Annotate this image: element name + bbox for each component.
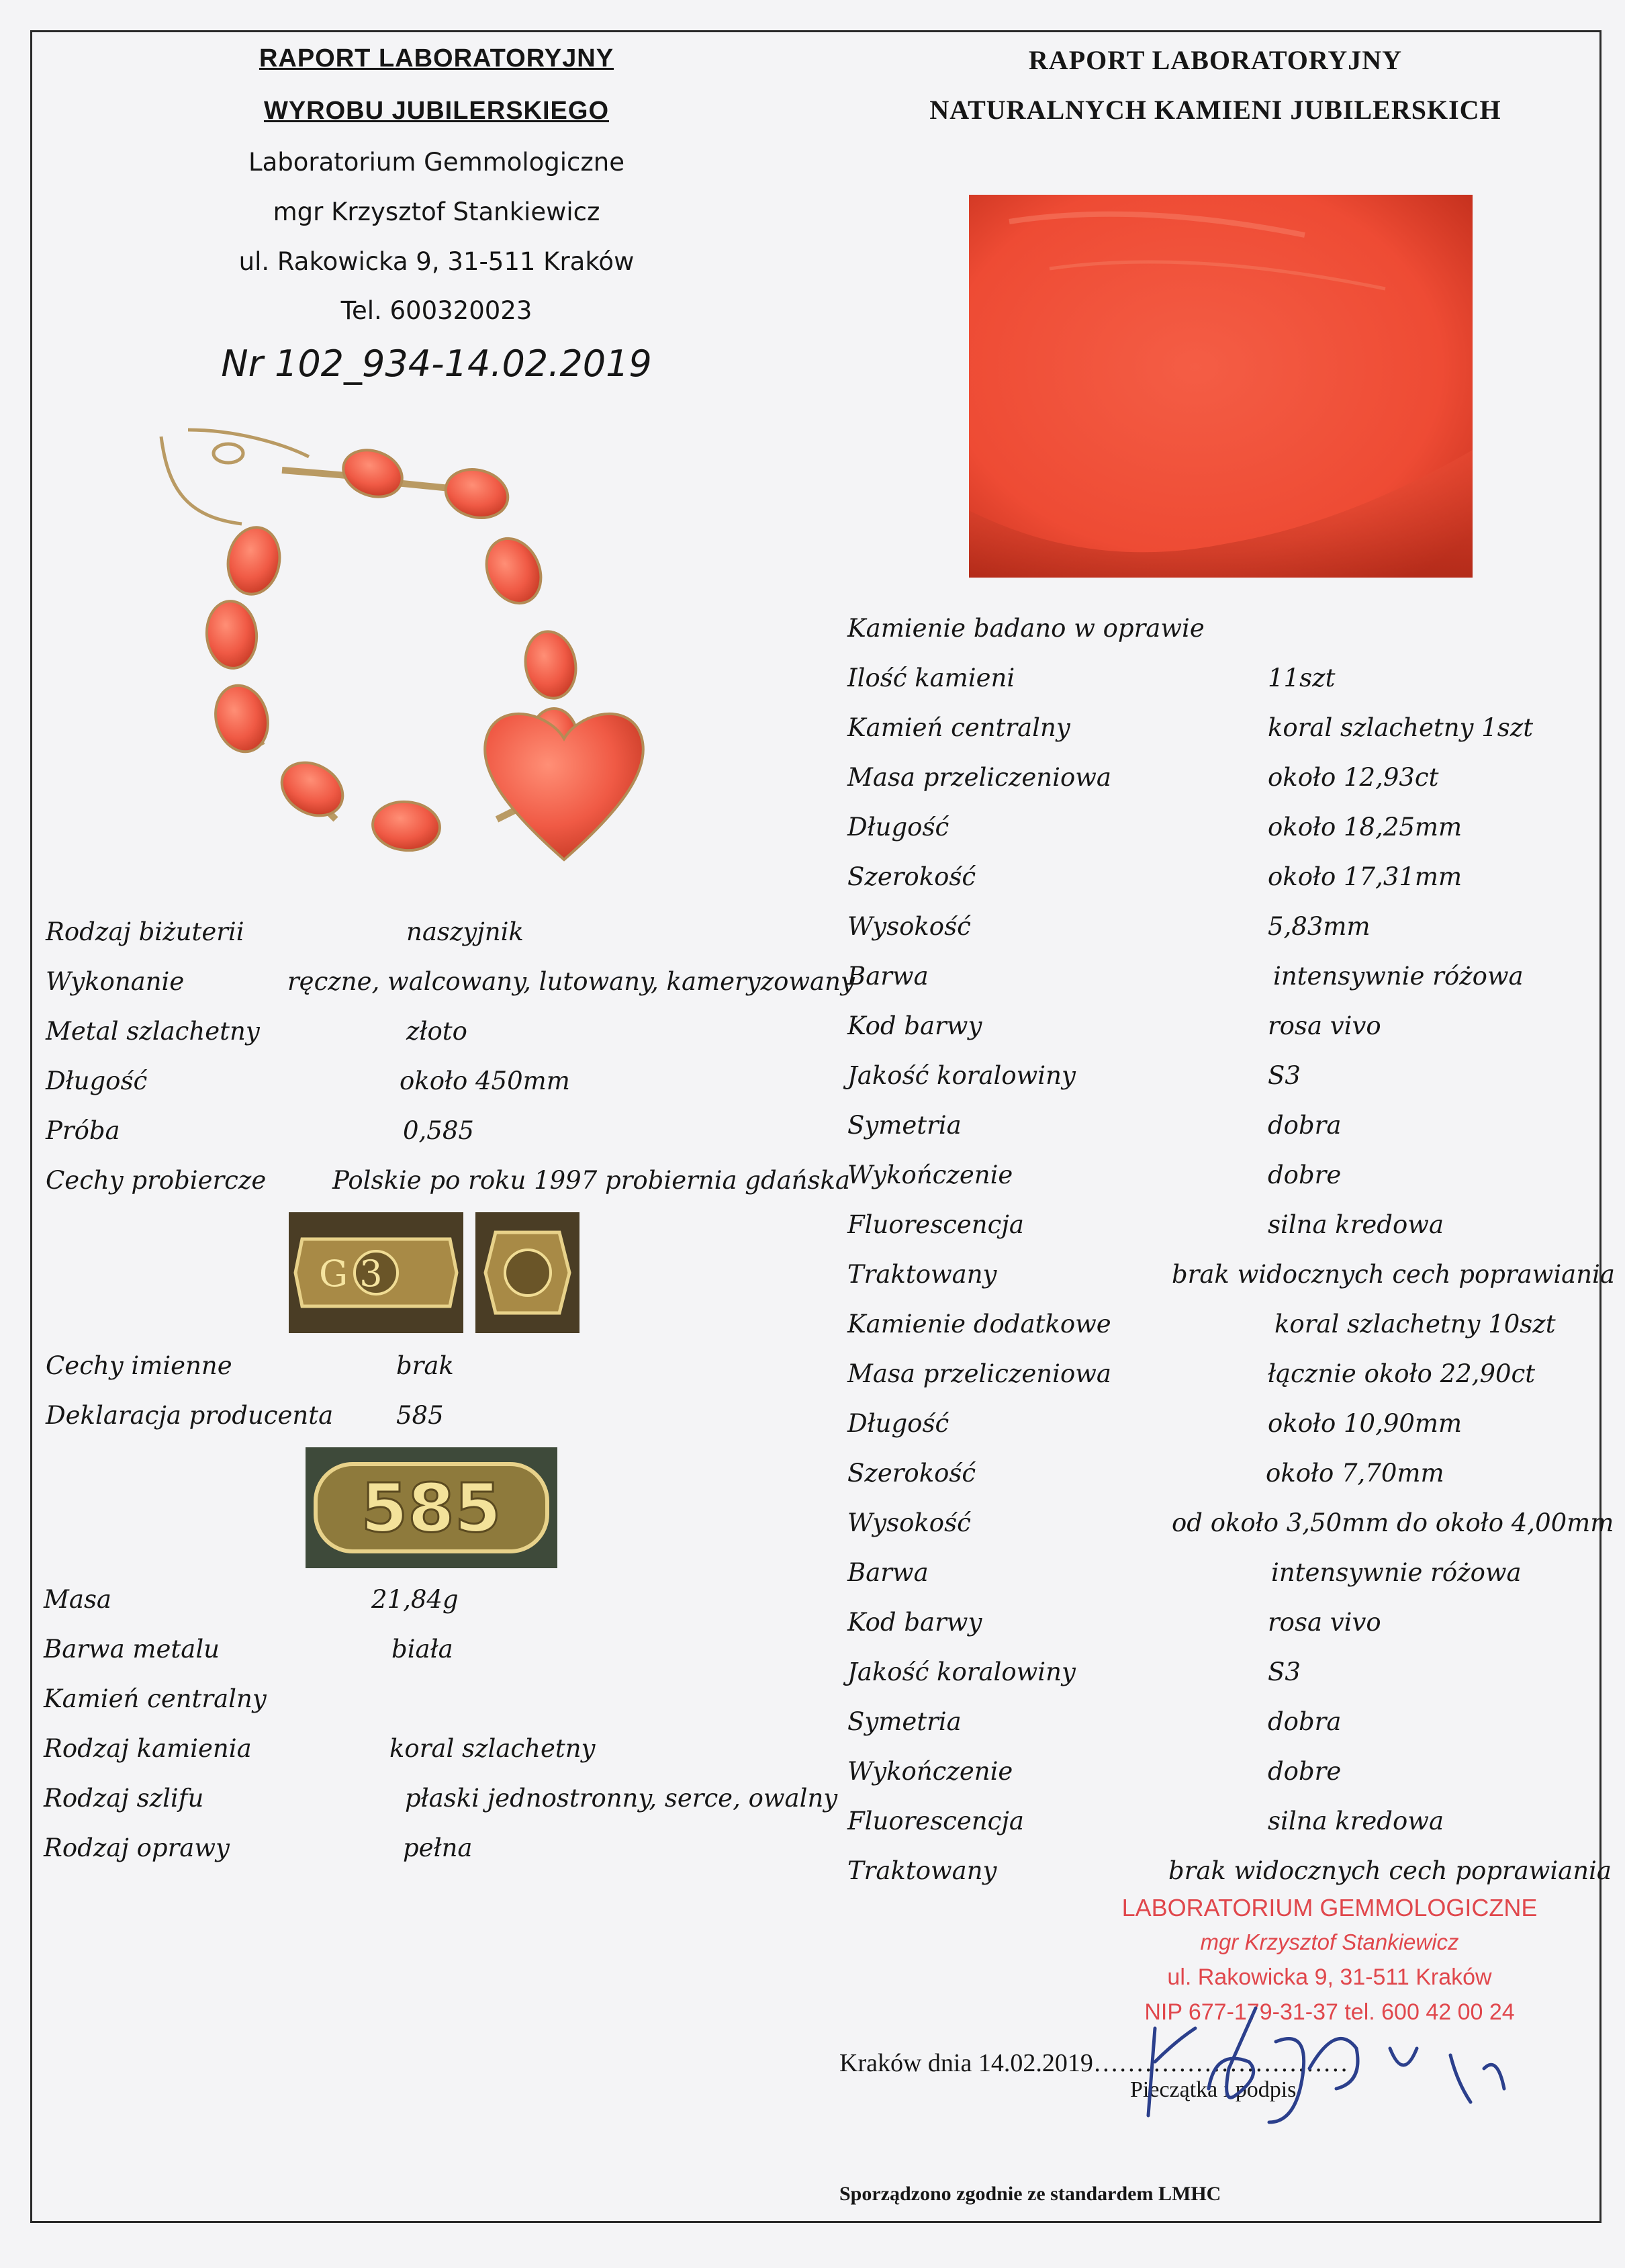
stone-row-value: silna kredowa: [1268, 1210, 1444, 1239]
handwritten-signature: [1135, 1988, 1538, 2136]
jewelry-row-value: ręczne, walcowany, lutowany, kameryzowany: [287, 967, 855, 996]
jewelry-row-value: Polskie po roku 1997 probiernia gdańska: [332, 1166, 850, 1195]
stone-row-value: około 10,90mm: [1268, 1409, 1462, 1438]
jewelry-row-label: Kamień centralny: [44, 1684, 267, 1713]
stone-row-value: 5,83mm: [1268, 912, 1371, 941]
stone-row-value: około 7,70mm: [1266, 1459, 1444, 1488]
stone-row-value: silna kredowa: [1268, 1807, 1444, 1835]
jewelry-row-label: Wykonanie: [46, 967, 185, 996]
stone-row-value: od około 3,50mm do około 4,00mm: [1172, 1508, 1614, 1537]
stone-row-label: Ilość kamieni: [847, 664, 1015, 692]
stone-row-value: łącznie około 22,90ct: [1268, 1359, 1536, 1388]
stone-row-value: dobra: [1268, 1707, 1342, 1736]
stone-row-label: Długość: [847, 813, 949, 842]
stone-row-value: rosa vivo: [1268, 1608, 1381, 1637]
stone-row-value: koral szlachetny 1szt: [1268, 713, 1534, 742]
right-title-line1: RAPORT LABORATORYJNY: [1028, 45, 1403, 75]
stone-row-label: Długość: [847, 1409, 949, 1438]
stamp-line2: mgr Krzysztof Stankiewicz: [1200, 1930, 1459, 1954]
stone-row-label: Kod barwy: [847, 1011, 982, 1040]
stone-row-label: Jakość koralowiny: [847, 1061, 1076, 1090]
jewelry-row-label: Deklaracja producenta: [46, 1401, 334, 1430]
jewelry-row-label: Masa: [44, 1585, 111, 1614]
stone-row-label: Fluorescencja: [847, 1210, 1024, 1239]
stone-row-label: Wysokość: [847, 1508, 971, 1537]
jewelry-row-label: Metal szlachetny: [46, 1017, 260, 1046]
left-title-line2: WYROBU JUBILERSKIEGO: [263, 97, 610, 125]
hallmark-585-photo: [306, 1447, 557, 1568]
footer-note: Sporządzono zgodnie ze standardem LMHC: [839, 2183, 1221, 2205]
jewelry-row-label: Cechy imienne: [46, 1351, 232, 1380]
jewelry-row-label: Rodzaj kamienia: [44, 1734, 252, 1763]
stone-row-label: Szerokość: [847, 862, 976, 891]
stone-row-value: rosa vivo: [1268, 1011, 1381, 1040]
hallmark-photo-2: [475, 1212, 579, 1333]
stone-row-value: dobra: [1268, 1111, 1342, 1140]
stone-row-label: Jakość koralowiny: [847, 1658, 1076, 1686]
stone-row-value: około 12,93ct: [1268, 763, 1439, 792]
jewelry-row-label: Próba: [46, 1116, 120, 1145]
stone-row-value: dobre: [1268, 1161, 1342, 1189]
stone-row-label: Wykończenie: [847, 1161, 1013, 1189]
right-title-line2: NATURALNYCH KAMIENI JUBILERSKICH: [929, 95, 1501, 125]
stone-row-value: intensywnie różowa: [1271, 1558, 1522, 1587]
jewelry-row-value: brak: [396, 1351, 454, 1380]
stone-row-label: Barwa: [847, 962, 929, 991]
stones-intro: Kamienie badano w oprawie: [847, 614, 1205, 643]
stone-row-label: Kamienie dodatkowe: [847, 1310, 1111, 1339]
stone-row-label: Symetria: [847, 1111, 962, 1140]
stone-row-label: Masa przeliczeniowa: [847, 1359, 1111, 1388]
report-number: Nr 102_934-14.02.2019: [221, 343, 652, 385]
stone-row-value: brak widocznych cech poprawiania: [1172, 1260, 1615, 1289]
jewelry-row-label: Barwa metalu: [44, 1635, 220, 1664]
stone-row-label: Kod barwy: [847, 1608, 982, 1637]
lab-phone: Tel. 600320023: [340, 296, 532, 325]
hallmark-photo-1: [289, 1212, 463, 1333]
signature-line: Kraków dnia 14.02.2019…………………………: [839, 2049, 1348, 2077]
stone-row-value: 11szt: [1268, 664, 1336, 692]
coral-stone-photo: [969, 195, 1473, 578]
hallmark-585-text: 585: [361, 1469, 502, 1547]
jewelry-row-value: 0,585: [403, 1116, 474, 1145]
stamp-line3: ul. Rakowicka 9, 31-511 Kraków: [1167, 1964, 1492, 1990]
lab-person: mgr Krzysztof Stankiewicz: [273, 197, 600, 226]
stone-row-label: Symetria: [847, 1707, 962, 1736]
jewelry-row-value: złoto: [406, 1017, 467, 1046]
jewelry-row-value: płaski jednostronny, serce, owalny: [405, 1784, 838, 1813]
jewelry-row-label: Cechy probiercze: [46, 1166, 267, 1195]
jewelry-row-label: Długość: [46, 1067, 148, 1095]
jewelry-row-value: około 450mm: [400, 1067, 570, 1095]
stone-row-value: S3: [1268, 1658, 1301, 1686]
jewelry-row-value: pełna: [403, 1833, 473, 1862]
stone-row-label: Traktowany: [847, 1260, 997, 1289]
jewelry-row-value: biała: [391, 1635, 453, 1664]
stone-row-value: koral szlachetny 10szt: [1274, 1310, 1556, 1339]
stone-row-label: Masa przeliczeniowa: [847, 763, 1111, 792]
stone-row-value: około 18,25mm: [1268, 813, 1462, 842]
stone-row-label: Traktowany: [847, 1856, 997, 1885]
left-title-line1: RAPORT LABORATORYJNY: [259, 44, 614, 73]
lab-name: Laboratorium Gemmologiczne: [248, 148, 624, 177]
jewelry-row-label: Rodzaj oprawy: [44, 1833, 230, 1862]
jewelry-row-label: Rodzaj szlifu: [44, 1784, 204, 1813]
jewelry-row-label: Rodzaj biżuterii: [46, 917, 244, 946]
stone-row-value: S3: [1268, 1061, 1301, 1090]
stone-row-value: około 17,31mm: [1268, 862, 1462, 891]
hallmark-text: G 3: [319, 1253, 383, 1295]
stone-row-label: Barwa: [847, 1558, 929, 1587]
stone-row-label: Wysokość: [847, 912, 971, 941]
signature-caption: Pieczątka i podpis: [1130, 2077, 1297, 2102]
stamp-line4: NIP 677-179-31-37 tel. 600 42 00 24: [1144, 1999, 1515, 2025]
stone-row-label: Kamień centralny: [847, 713, 1070, 742]
jewelry-row-value: 21,84g: [371, 1585, 459, 1614]
stamp-line1: LABORATORIUM GEMMOLOGICZNE: [1121, 1894, 1538, 1921]
jewelry-row-value: naszyjnik: [406, 917, 524, 946]
stone-row-label: Szerokość: [847, 1459, 976, 1488]
necklace-photo: [148, 416, 739, 900]
stone-row-value: dobre: [1268, 1757, 1342, 1786]
stone-row-value: intensywnie różowa: [1273, 962, 1524, 991]
jewelry-row-value: 585: [396, 1401, 444, 1430]
stone-row-label: Fluorescencja: [847, 1807, 1024, 1835]
jewelry-row-value: koral szlachetny: [389, 1734, 596, 1763]
stone-row-value: brak widocznych cech poprawiania: [1168, 1856, 1612, 1885]
stone-row-label: Wykończenie: [847, 1757, 1013, 1786]
lab-address: ul. Rakowicka 9, 31-511 Kraków: [238, 247, 635, 276]
